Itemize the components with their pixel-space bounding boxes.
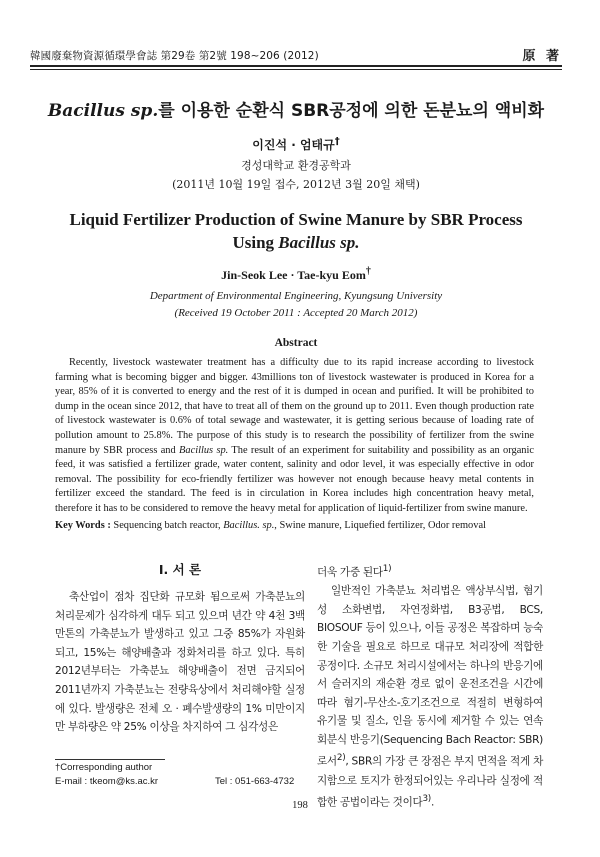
footnote [55, 761, 305, 789]
abstract-text-part1: Recently, livestock wastewater treatment has a difficulty due to its rapid increase according to livestock farming what is becoming bigger and bigger. 43millions ton of livestock wastewater is produced in Korea for a year, 85% of it is converted to energy and the rest of it is dumped in ocean and purified. It will be prohibited to dump in the ocean since 2012, that have to treat all of them on the ground up to 2011. Even though production rate of livestock wastewater is 0.6% of total sewage and wastewater, it is getting serious because of loading rate of pollution amount to 25.8%. The purpose of this study is to research the possibility of fertilizer from the swine manure by SBR process and [55, 357, 534, 456]
keywords-label: Key Words : [55, 520, 111, 531]
keywords [55, 520, 534, 531]
korean-author-mark: † [334, 136, 340, 147]
journal-citation: 韓國廢棄物資源循環學會誌 第29卷 第2號 198~206 (2012) [30, 50, 319, 62]
english-title-italic: Bacillus sp. [278, 233, 360, 252]
abstract-heading: Abstract [274, 337, 318, 349]
intro-right-column [317, 560, 543, 812]
intro-continued [317, 560, 543, 582]
english-title [30, 208, 562, 254]
corresponding-email: E-mail : tkeom@ks.ac.kr [55, 776, 159, 787]
keywords-italic: Bacillus. sp. [223, 520, 275, 531]
intro-p2-end: . [430, 796, 435, 809]
english-title-line1: Liquid Fertilizer Production of Swine Manure by SBR Process [69, 210, 523, 229]
intro-p2-ref1: 2) [336, 753, 346, 764]
korean-dates: (2011년 10월 19일 접수, 2012년 3월 20일 채택) [172, 178, 420, 191]
corresponding-author-label: †Corresponding author [55, 762, 153, 773]
intro-paragraph-2 [317, 582, 543, 812]
article-type-label: 原 著 [522, 49, 562, 64]
english-affiliation: Department of Environmental Engineering, Kyungsung University [149, 290, 443, 302]
korean-authors [30, 136, 562, 153]
korean-author-names: 이진석 · 엄태규 [252, 138, 335, 152]
english-title-prefix: Using [232, 233, 279, 252]
intro-continued-ref: 1) [382, 564, 392, 574]
english-authors [30, 266, 562, 283]
intro-p2-ref2: 3) [422, 794, 431, 805]
header-rule-thin [30, 69, 562, 70]
english-dates: (Received 19 October 2011 : Accepted 20 March 2012) [174, 307, 418, 319]
intro-continued-text: 더욱 가중 된다 [317, 566, 383, 579]
korean-affiliation: 경성대학교 환경공학과 [241, 159, 351, 172]
intro-left-column: 축산업이 점차 집단화 규모화 됨으로써 가축분뇨의 처리문제가 심각하게 대두 되고 있으며 년간 약 4천 3백만톤의 가축분뇨가 발생하고 있고 그중 85%가 자원화 되고, 15%는 해양배출과 정화처리를 하고 있다. 특히 2012년부터는 가축분뇨 해양배출이 전면 금지되어 2011년까지 가축분뇨는 전량육상에서 처리해야할 실정에 있다. 발생량은 전체 오 · 폐수발생량의 1% 미만이지만 부하량은 약 25% 이상을 차지하여 그 심각성은 [55, 591, 305, 734]
intro-p2-part2: , SBR의 가장 큰 장점은 부지 면적을 적게 차지함으로 토지가 한정되어있는 우리나라 실정에 적합한 공법이라는 것이다 [317, 756, 543, 809]
english-author-names: Jin-Seok Lee · Tae-kyu Eom [221, 268, 366, 282]
intro-p2-part1: 일반적인 가축분뇨 처리법은 액상부식법, 혐기성 소화변법, 자연정화법, B3공법, BCS, BIOSOUF 등이 있으나, 이들 공정은 복잡하며 능숙한 기술을 필요로 하므로 대규모 처리장에 적합한 공정이다. 소규모 처리시설에서는 하나의 반응기에서 슬러지의 재순환 경로 없이 운전조건을 시간에 따라 혐기-무산소-호기조건으로 적절히 변형하여 유기물 및 질소, 인을 동시에 제거할 수 있는 연속 회분식 반응기(Sequencing Bach Reactor: SBR)로서 [317, 585, 543, 768]
header-rule-thick [30, 65, 562, 67]
page-number: 198 [292, 800, 308, 811]
abstract-italic: Bacillus sp. [179, 444, 229, 456]
journal-header [30, 44, 562, 64]
korean-title-italic: Bacillus sp. [47, 101, 159, 121]
english-author-mark: † [365, 266, 371, 277]
korean-title-rest: 를 이용한 순환식 SBR공정에 의한 돈분뇨의 액비화 [158, 101, 545, 121]
corresponding-tel: Tel : 051-663-4732 [215, 776, 295, 787]
keywords-part2: , Swine manure, Liquefied fertilizer, Odor removal [274, 520, 486, 531]
keywords-part1: Sequencing batch reactor, [110, 520, 224, 531]
footnote-rule [55, 759, 165, 760]
abstract-body [55, 356, 534, 517]
korean-title [30, 96, 562, 121]
english-title-line2 [30, 231, 562, 254]
abstract-text-part2: The result of an experiment for suitability and possibility as an organic feed, it was satisfied a fertilizer grade, water content, salinity and odor level, it was especially effective in odor removal. The possibility for eco-friendly fertilizer was however not enough because heavy metal contents in fertilizer exceed the standard. The feed is in circulation in Korea includes high concentration heavy metal, therefore it has to be considered to remove the heavy metal for application of liquid-fertilizer from swine manure. [55, 444, 534, 514]
section-heading-introduction: I. 서 론 [158, 562, 202, 577]
